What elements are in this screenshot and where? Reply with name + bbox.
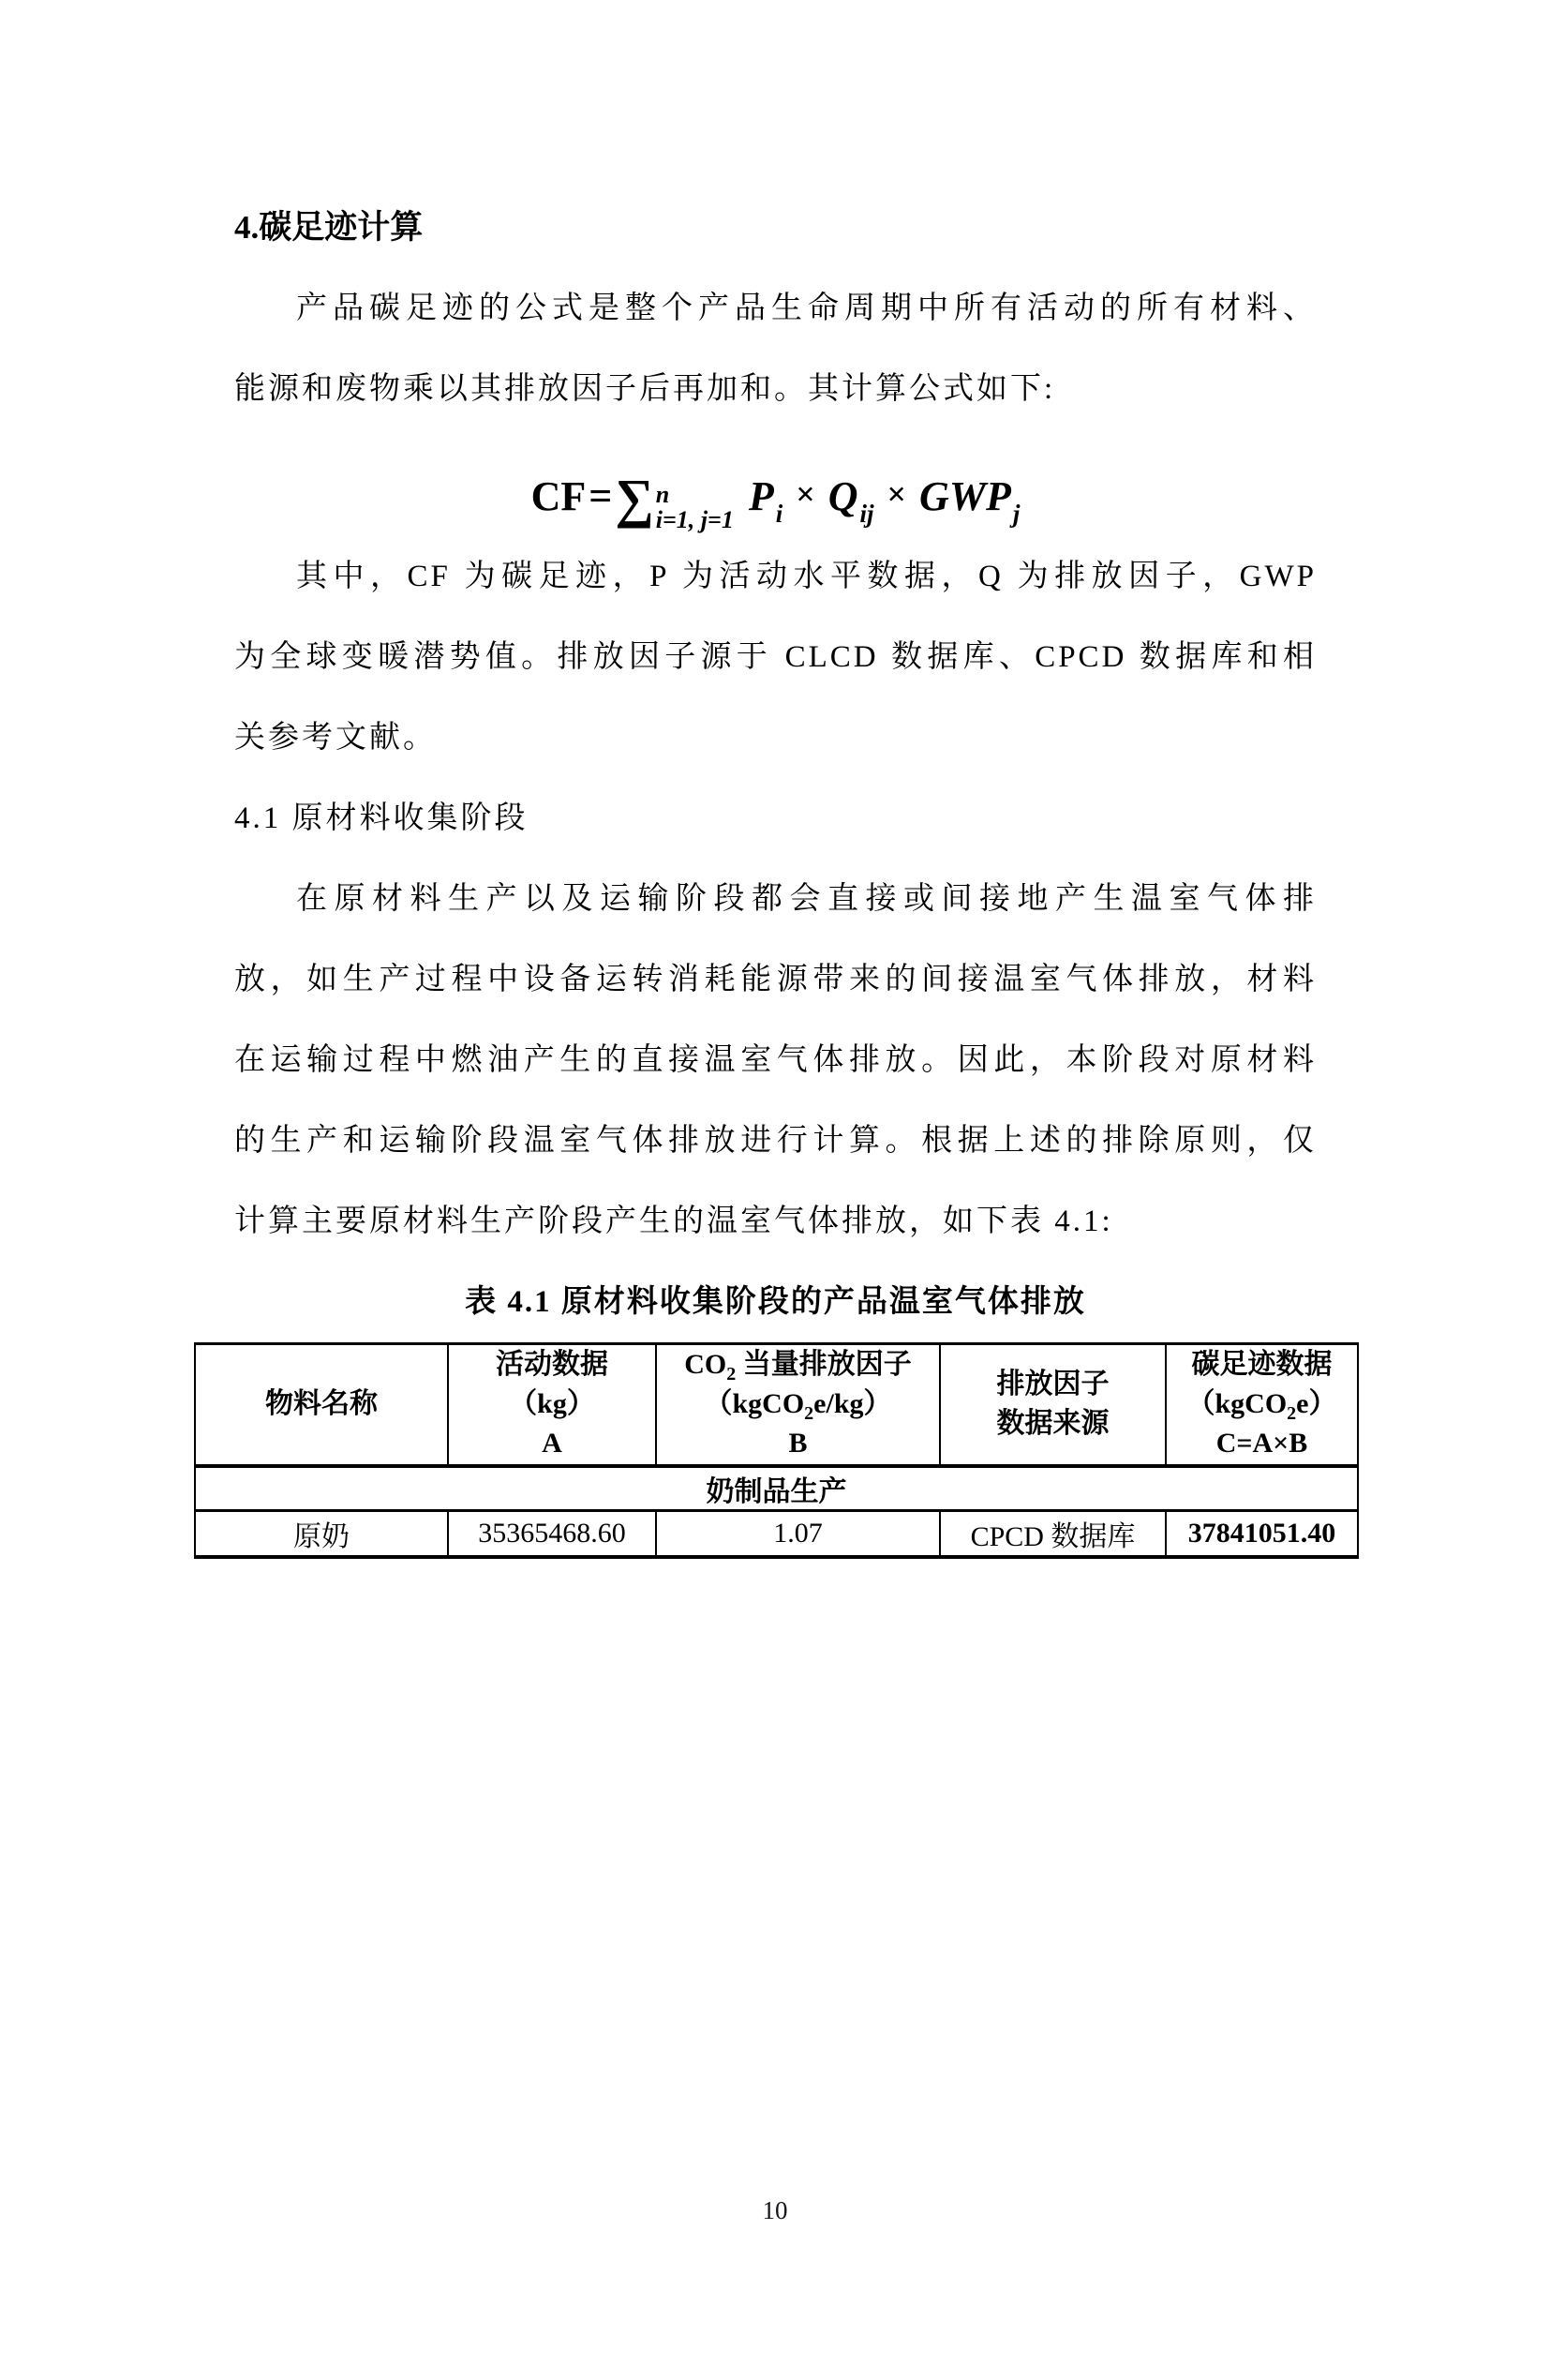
multiply-sign: × [887, 475, 907, 513]
document-page [0, 187, 1550, 2224]
text-line: 其中，CF 为碳足迹，P 为活动水平数据，Q 为排放因子，GWP [296, 560, 1317, 593]
column-header-material-name: 物料名称 [195, 1344, 448, 1466]
sigma-lower-limit: i=1, j=1 [655, 506, 734, 533]
table-header-row [195, 1344, 1358, 1466]
table-body [195, 1466, 1358, 1557]
formula-lhs: CF [530, 472, 587, 519]
formula-equals: = [589, 472, 613, 519]
emissions-table [194, 1342, 1359, 1559]
formula-term-gwp: GWPj [919, 472, 1021, 528]
formula-term-p: Pi [748, 472, 783, 528]
table-caption: 表 4.1 原材料收集阶段的产品温室气体排放 [465, 1285, 1086, 1319]
sigma-limits [656, 482, 734, 532]
table-cell: 1.07 [656, 1511, 940, 1557]
column-header-emission-factor-source: 排放因子 数据来源 [940, 1344, 1166, 1466]
table-cell: 35365468.60 [448, 1511, 656, 1557]
text-line: 关参考文献。 [234, 721, 437, 755]
column-header-carbon-footprint-data: 碳足迹数据 （kgCO$_2$e） C=A×B [1166, 1344, 1358, 1466]
carbon-footprint-formula [234, 456, 1317, 536]
formula-term-q: Qij [827, 472, 874, 528]
sigma-symbol: ∑ [615, 468, 654, 529]
text-line: 在原材料生产以及运输阶段都会直接或间接地产生温室气体排 [296, 882, 1317, 916]
text-line: 放，如生产过程中设备运转消耗能源带来的间接温室气体排放，材料 [234, 963, 1317, 996]
subsection-heading: 4.1 原材料收集阶段 [234, 801, 529, 835]
text-line: 的生产和运输阶段温室气体排放进行计算。根据上述的排除原则，仅 [234, 1124, 1317, 1158]
table-group-row [195, 1466, 1358, 1511]
text-line: 能源和废物乘以其排放因子后再加和。其计算公式如下: [234, 372, 1056, 406]
table-cell: 37841051.40 [1166, 1511, 1358, 1557]
table-row [195, 1511, 1358, 1557]
group-row-label: 奶制品生产 [195, 1466, 1358, 1511]
text-line: 产品碳足迹的公式是整个产品生命周期中所有活动的所有材料、 [296, 292, 1317, 325]
column-header-activity-data: 活动数据 （kg） A [448, 1344, 656, 1466]
table-cell: CPCD 数据库 [940, 1511, 1166, 1557]
section-heading: 4.碳足迹计算 [234, 209, 424, 246]
sigma-upper-limit: n [655, 481, 670, 508]
paragraph-raw-material-stage [234, 859, 1317, 1262]
paragraph-formula-intro [234, 268, 1317, 429]
table-cell: 原奶 [293, 1520, 350, 1552]
text-line: 计算主要原材料生产阶段产生的温室气体排放，如下表 4.1: [234, 1205, 1113, 1238]
column-header-co2-emission-factor: $CO_2$ 当量排放因子 （kgCO$_2$e/kg） B [656, 1344, 940, 1466]
page-number: 10 [762, 2196, 788, 2224]
text-line: 为全球变暖潜势值。排放因子源于 CLCD 数据库、CPCD 数据库和相 [234, 640, 1317, 674]
multiply-sign: × [796, 475, 815, 513]
text-line: 在运输过程中燃油产生的直接温室气体排放。因此，本阶段对原材料 [234, 1043, 1317, 1077]
paragraph-formula-explanation [234, 536, 1317, 778]
